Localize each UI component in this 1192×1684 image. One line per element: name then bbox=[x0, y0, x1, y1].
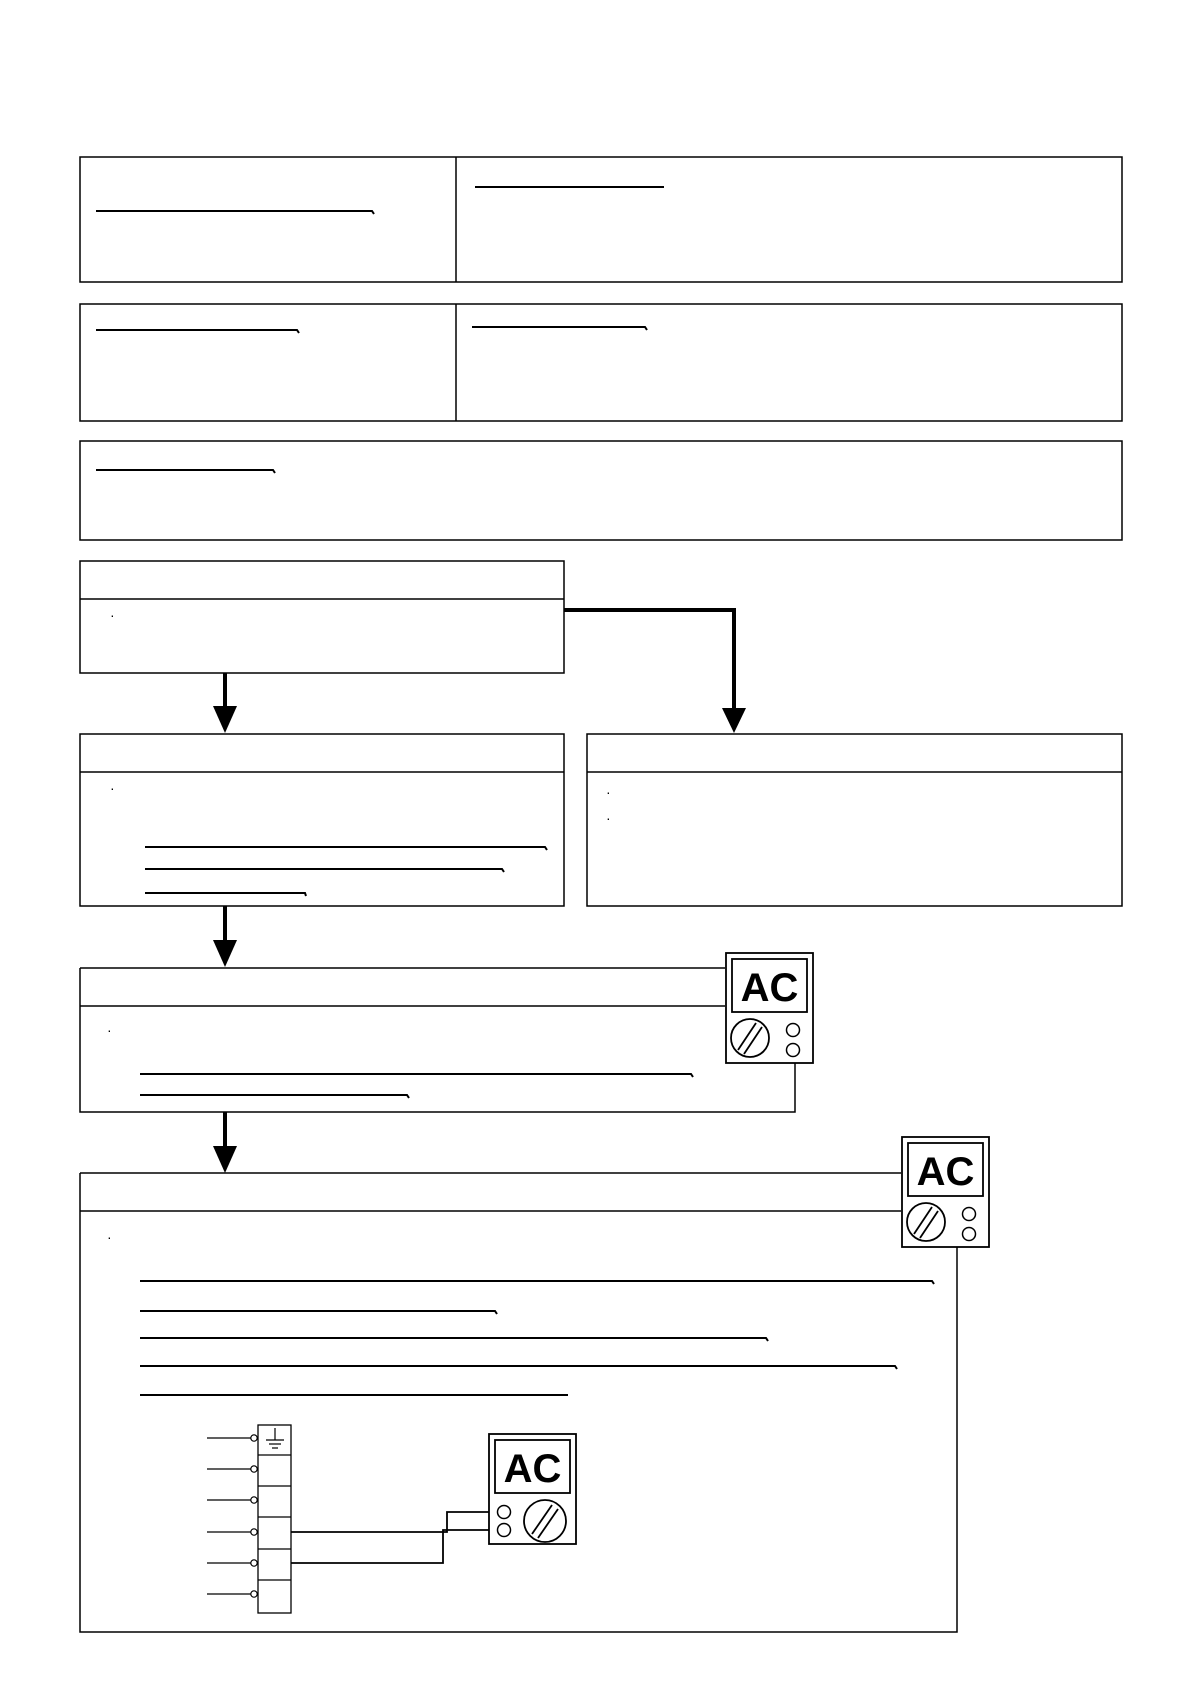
blank-field-line bbox=[96, 470, 275, 473]
ac-label: AC bbox=[740, 966, 799, 1010]
bullet-mark: · bbox=[107, 1022, 112, 1038]
flow-arrowhead bbox=[213, 1146, 237, 1173]
probe-lead bbox=[291, 1512, 497, 1532]
bullet-mark: · bbox=[606, 784, 611, 800]
blank-field-line bbox=[140, 1074, 693, 1077]
blank-field-line bbox=[96, 330, 299, 333]
blank-field-line bbox=[140, 1311, 497, 1314]
flow-connector bbox=[564, 610, 734, 716]
ac-label: AC bbox=[503, 1447, 562, 1491]
blank-field-line bbox=[140, 1095, 409, 1098]
flow-arrowhead bbox=[213, 706, 237, 733]
ac-label: AC bbox=[916, 1150, 975, 1194]
flow-arrowhead bbox=[213, 940, 237, 967]
terminal-block bbox=[207, 1425, 497, 1613]
ac-multimeter-icon bbox=[902, 1137, 989, 1247]
step-box-2-left bbox=[80, 734, 564, 906]
blank-field-line bbox=[145, 847, 547, 850]
step-box-1 bbox=[80, 561, 564, 673]
bullet-mark: · bbox=[107, 1229, 112, 1245]
blank-field-line bbox=[140, 1281, 934, 1284]
blank-field-line bbox=[96, 211, 374, 214]
flow-arrowhead bbox=[722, 708, 746, 733]
bullet-mark: · bbox=[110, 780, 115, 796]
ac-multimeter-icon bbox=[726, 953, 813, 1063]
header-info-block-3 bbox=[80, 441, 1122, 540]
blank-field-line bbox=[145, 869, 504, 872]
probe-lead bbox=[291, 1530, 497, 1563]
step-box-2-right bbox=[587, 734, 1122, 906]
bullet-mark: · bbox=[606, 810, 611, 826]
bullet-mark: · bbox=[110, 607, 115, 623]
ac-multimeter-icon bbox=[489, 1434, 576, 1544]
blank-field-line bbox=[472, 327, 647, 330]
blank-field-line bbox=[140, 1366, 897, 1369]
step-box-3 bbox=[80, 968, 795, 1112]
header-info-block-1 bbox=[80, 157, 1122, 282]
blank-field-line bbox=[145, 893, 306, 896]
header-info-block-2 bbox=[80, 304, 1122, 421]
blank-field-line bbox=[140, 1338, 768, 1341]
